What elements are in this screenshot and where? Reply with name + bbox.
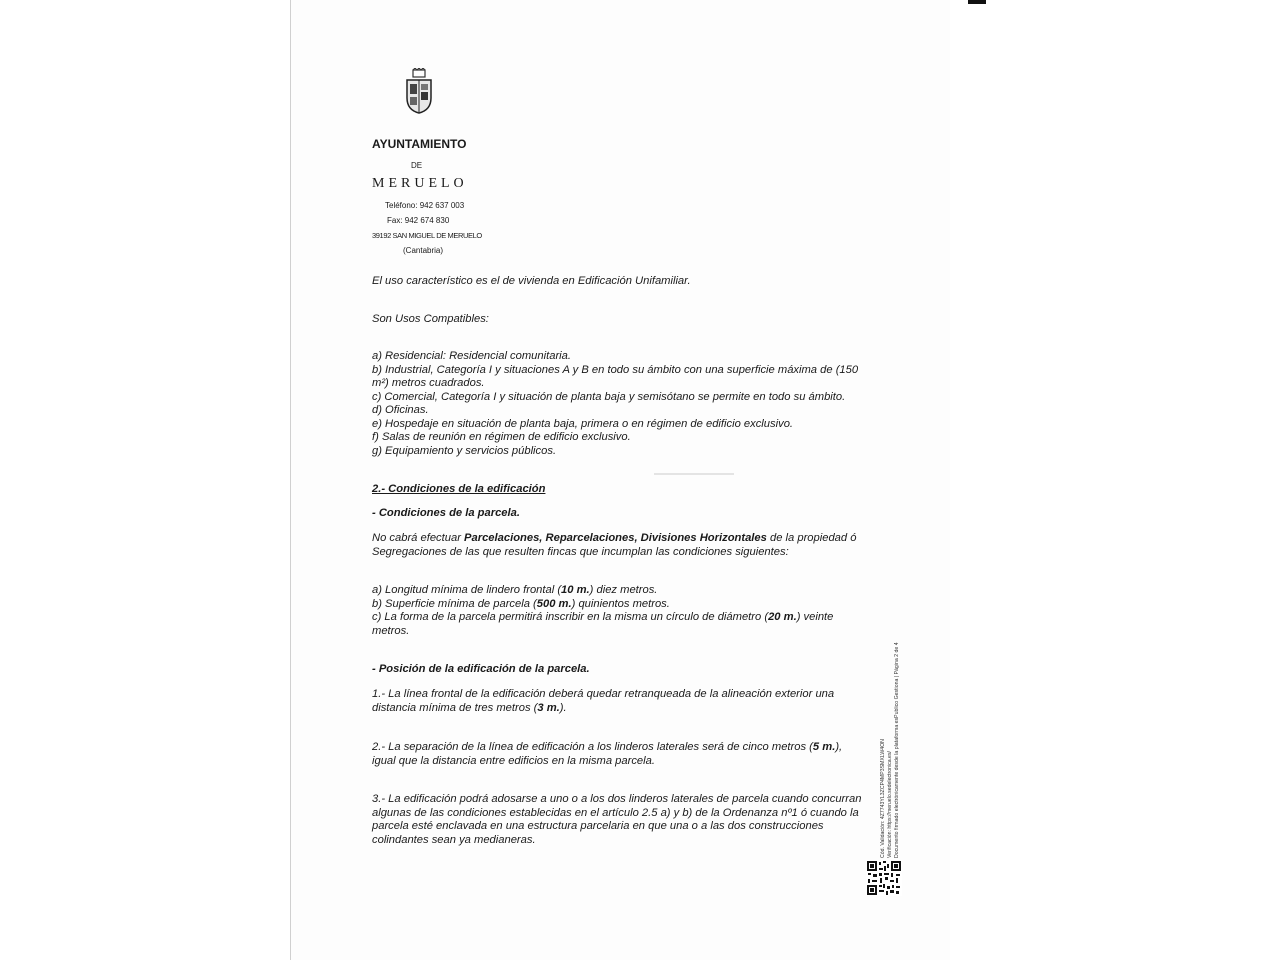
header-address: 39192 SAN MIGUEL DE MERUELO — [372, 231, 482, 240]
text-run: ) quinientos metros. — [571, 597, 670, 610]
posicion-p1 — [372, 688, 892, 715]
value-bold: 3 m. — [537, 701, 560, 714]
list-item: e) Hospedaje en situación de planta baja, primera o en régimen de edificio exclusivo. — [372, 417, 794, 430]
list-item: b) Industrial, Categoría I y situaciones A y B en todo su ámbito con una superficie máxima de (150 — [372, 363, 859, 376]
p3-line: 3.- La edificación podrá adosarse a uno o a los dos linderos laterales de parcela cuando concurran — [372, 793, 862, 805]
posicion-p2 — [372, 741, 892, 768]
validation-rotated — [880, 588, 900, 858]
text-run: 2.- La separación de la línea de edificación a los linderos laterales será de cinco metros ( — [372, 741, 813, 753]
text-run: ). — [559, 701, 567, 714]
value-bold: 10 m. — [561, 584, 590, 596]
header-phone: Teléfono: 942 637 003 — [385, 201, 465, 210]
header-fax: Fax: 942 674 830 — [387, 216, 450, 225]
text-run: c) La forma de la parcela permitirá inscribir en la misma un círculo de diámetro ( — [372, 611, 769, 623]
condition-c — [372, 611, 892, 625]
text-run: ), — [835, 741, 843, 753]
p3-line: colindantes sean ya medianeras. — [372, 833, 536, 846]
header-de: DE — [411, 161, 423, 170]
validation-signature: Documento firmado electrónicamente desde la plataforma esPublico Gestiona | Página 2 de 4 — [893, 642, 900, 858]
parcela-conditions — [372, 584, 892, 638]
scan-artifact — [654, 473, 734, 475]
text-run: ) veinte — [796, 611, 834, 623]
parcela-intro — [372, 532, 892, 559]
text-run: de la propiedad ó — [766, 532, 857, 544]
condition-c-line2: metros. — [372, 624, 410, 637]
list-item: m²) metros cuadrados. — [372, 377, 485, 389]
page-edge — [290, 0, 291, 960]
usos-compatibles-title: Son Usos Compatibles: — [372, 313, 489, 325]
text-run: No cabrá efectuar — [372, 532, 465, 544]
validation-side-text — [880, 588, 908, 858]
list-item: d) Oficinas. — [372, 404, 429, 416]
value-bold: 5 m. — [812, 741, 836, 753]
validation-code: Cód. Validación: 4Z7743YL3ZCP4MP3SMXLW4ON — [880, 739, 886, 858]
scan-corner-mark — [968, 0, 986, 4]
condition-a — [372, 584, 892, 598]
text-run: distancia mínima de tres metros ( — [372, 701, 538, 714]
p2-line2: igual que la distancia entre edificios en la misma parcela. — [372, 754, 655, 767]
parcela-intro-line2: Segregaciones de las que resulten fincas que incumplan las condiciones siguientes: — [372, 545, 789, 558]
posicion-p3 — [372, 793, 892, 847]
condition-b — [372, 598, 892, 612]
section-title: 2.- Condiciones de la edificación — [372, 483, 546, 495]
validation-url: Verificación: https://meruelo.sedelectronica.es/ — [886, 751, 893, 858]
p2-line1 — [372, 741, 892, 755]
qr-code-icon[interactable] — [866, 860, 902, 896]
parcela-title: - Condiciones de la parcela. — [372, 507, 520, 519]
p3-line: parcela esté enclavada en una estructura parcelaria en que una o a las dos construcciones — [372, 820, 824, 832]
text-run: ) diez metros. — [589, 584, 658, 596]
text-run: b) Superficie mínima de parcela ( — [372, 597, 537, 610]
parcela-intro-line1 — [372, 532, 892, 546]
header-town: MERUELO — [372, 176, 468, 191]
p1-line2 — [372, 702, 892, 716]
posicion-title: - Posición de la edificación de la parcela. — [372, 663, 590, 675]
p3-line: algunas de las condiciones establecidas en el artículo 2.5 a) y b) de la Ordenanza nº1 ó cuando la — [372, 806, 859, 819]
list-item: c) Comercial, Categoría I y situación de planta baja y semisótano se permite en todo su ámbito. — [372, 390, 846, 403]
value-bold: 20 m. — [768, 611, 797, 623]
list-item: a) Residencial: Residencial comunitaria. — [372, 350, 571, 362]
usos-list — [372, 350, 892, 458]
p1-line1: 1.- La línea frontal de la edificación deberá quedar retranqueada de la alineación exterior una — [372, 688, 835, 700]
list-item: g) Equipamiento y servicios públicos. — [372, 444, 557, 457]
list-item: f) Salas de reunión en régimen de edificio exclusivo. — [372, 431, 631, 443]
coat-of-arms-icon — [403, 68, 435, 114]
text-run: a) Longitud mínima de lindero frontal ( — [372, 584, 562, 596]
uso-caracteristico: El uso característico es el de vivienda en Edificación Unifamiliar. — [372, 275, 691, 287]
header-title: AYUNTAMIENTO — [372, 137, 467, 151]
parcela-intro-bold: Parcelaciones, Reparcelaciones, Divisiones Horizontales — [464, 532, 767, 544]
value-bold: 500 m. — [536, 597, 572, 610]
header-province: (Cantabria) — [403, 246, 444, 255]
